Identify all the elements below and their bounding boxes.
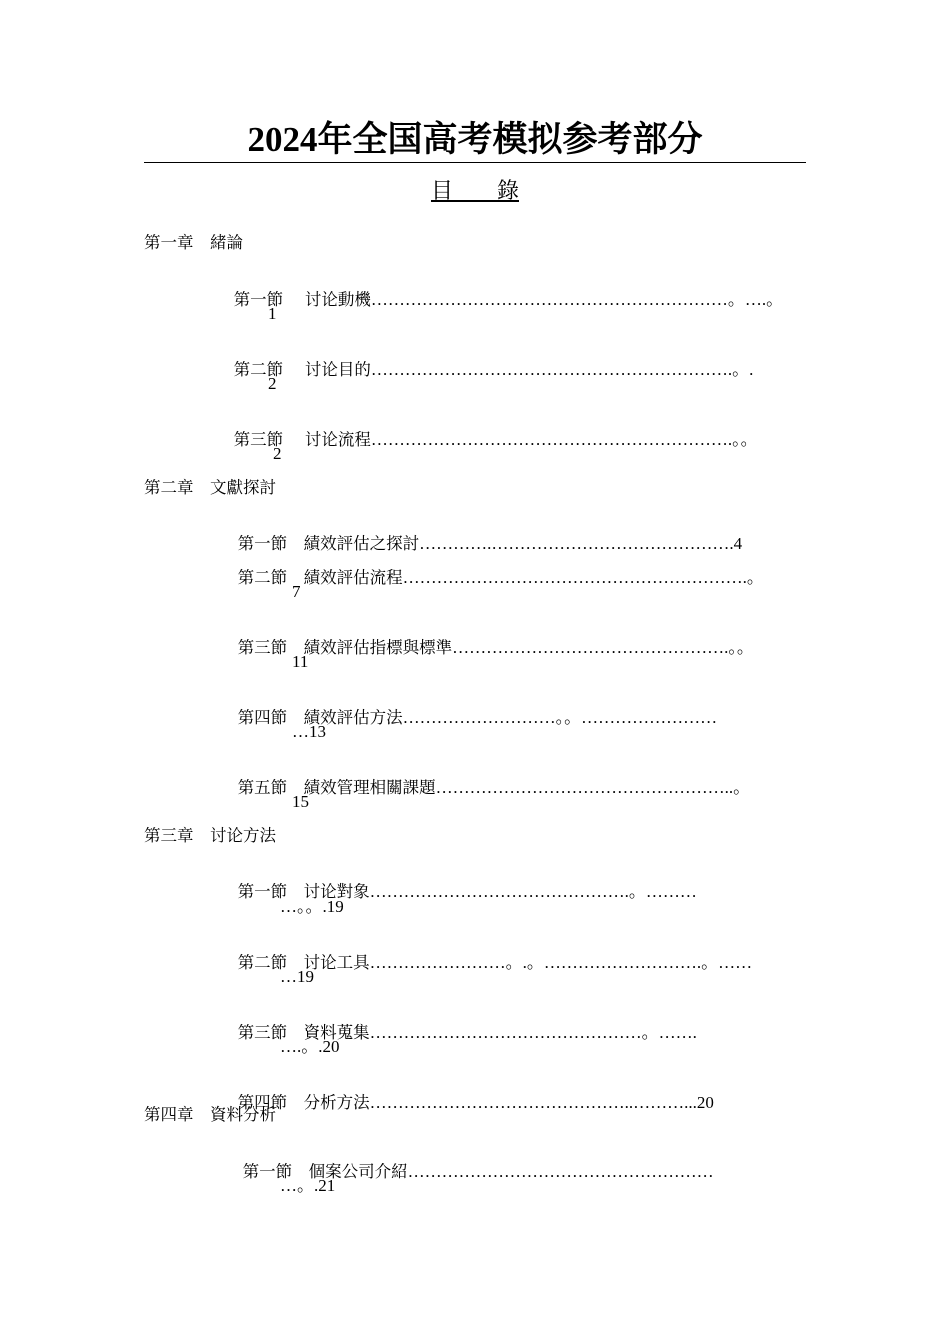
toc-entry-ch1-s2[interactable] [212,337,753,403]
toc-leader: …………………………………………。……. [369,1023,697,1042]
toc-chapter-4: 第四章 資料分析 [144,1105,276,1124]
toc-leader: ………………………………………….。。 [452,638,754,657]
toc-leader: ………………………………………………………。….。 [370,290,784,309]
toc-entry-label: 第三節 績效評估指標與標準 [237,638,453,657]
toc-entry-label: 第一節 個案公司介紹 [242,1162,408,1181]
toc-entry-label: 第四節 績效評估方法 [237,708,403,727]
toc-entry-label: 第三節 資料蒐集 [237,1023,370,1042]
toc-page-number: ….。.20 [280,1037,340,1056]
toc-page-number: …。.21 [280,1176,336,1195]
toc-page-number: 2 [268,374,277,393]
toc-entry-label: 第二節 讨论工具 [237,953,370,972]
toc-entry-label: 第四節 分析方法 [237,1093,370,1112]
toc-chapter-2: 第二章 文獻探討 [144,478,276,497]
toc-entry-ch3-s4[interactable] [216,1070,714,1136]
title-underline [144,162,806,163]
toc-leader: ……………………。.。……………………….。…… [369,953,753,972]
toc-leader: …………………………………………………….。 [402,568,764,587]
toc-page-number: 15 [292,792,309,811]
toc-page-number: 7 [292,582,301,601]
toc-entry-label: 第二節 績效評估流程 [237,568,403,587]
toc-chapter-1: 第一章 緒論 [144,233,243,252]
toc-leader: ……………………………………….。……… [369,882,697,901]
toc-page-number: 1 [268,304,277,323]
toc-leader: ……………………………………………..。 [435,778,751,797]
toc-entry-label: 第一節 績效評估之探討 [237,534,420,553]
toc-page-number: 2 [273,444,282,463]
document-title: 2024年全国高考模拟参考部分 [247,120,703,159]
toc-entry-ch1-s1[interactable] [212,267,783,333]
toc-entry-label: 第三節 讨论流程 [233,430,371,449]
toc-leader: ………………………………………..………...20 [369,1093,714,1112]
toc-entry-label: 第一節 讨论對象 [237,882,370,901]
toc-page-number: …13 [292,722,326,741]
toc-entry-label: 第五節 績效管理相關課題 [237,778,436,797]
toc-leader: ……………………………………………………….。。 [370,430,758,449]
toc-leader: ………….…………………………………….4 [419,534,743,553]
toc-page-number: 11 [292,652,309,671]
toc-entry-label: 第二節 讨论目的 [233,360,371,379]
toc-page-number: …。。.19 [280,897,344,916]
toc-leader: ………………………。。…………………… [402,708,718,727]
toc-leader: ……………………………………………………….。. [370,360,754,379]
toc-chapter-3: 第三章 讨论方法 [144,826,276,845]
toc-heading: 目 錄 [430,179,519,204]
toc-leader: ……………………………………………… [407,1162,714,1181]
toc-page-number: …19 [280,967,314,986]
toc-entry-ch1-s3[interactable] [212,407,758,473]
toc-entry-label: 第一節 讨论動機 [233,290,371,309]
